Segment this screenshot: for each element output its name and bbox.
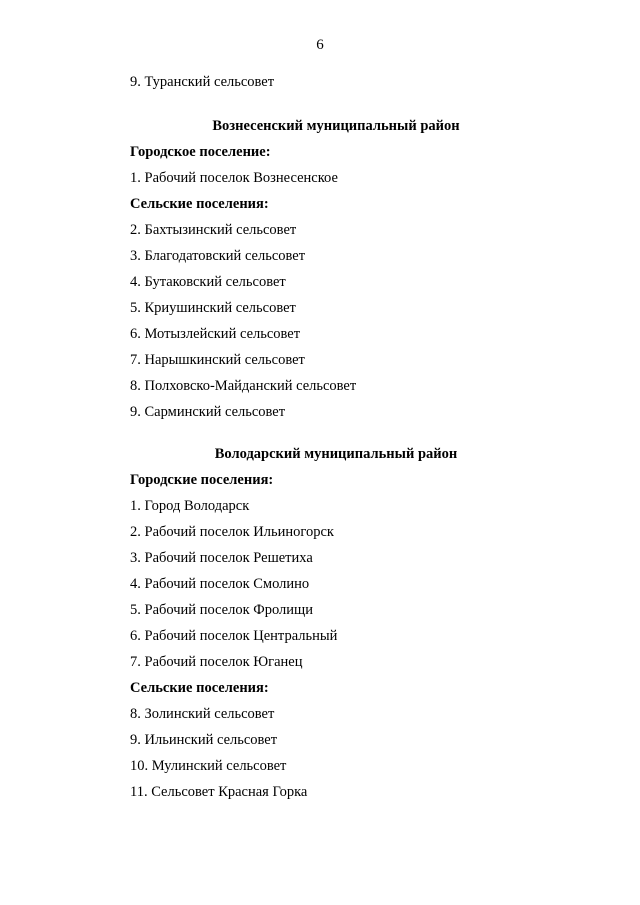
- district-title: Володарский муниципальный район: [214, 446, 458, 462]
- list-item: 11. Сельсовет Красная Горка: [130, 784, 308, 800]
- section-heading-urban: Городское поселение:: [130, 144, 271, 160]
- page-number: 6: [316, 37, 324, 53]
- list-item: 8. Полховско-Майданский сельсовет: [130, 378, 357, 394]
- list-item: 9. Ильинский сельсовет: [130, 732, 278, 748]
- section-heading-rural: Сельские поселения:: [130, 680, 269, 696]
- list-item: 7. Нарышкинский сельсовет: [130, 352, 305, 368]
- list-item: 8. Золинский сельсовет: [130, 706, 275, 722]
- list-item: 6. Мотызлейский сельсовет: [130, 326, 301, 342]
- district-title: Вознесенский муниципальный район: [212, 118, 460, 134]
- list-item: 3. Рабочий поселок Решетиха: [130, 550, 313, 566]
- list-item: 2. Бахтызинский сельсовет: [130, 222, 297, 238]
- list-item: 7. Рабочий поселок Юганец: [130, 654, 303, 670]
- section-heading-rural: Сельские поселения:: [130, 196, 269, 212]
- list-item: 5. Криушинский сельсовет: [130, 300, 296, 316]
- list-item: 6. Рабочий поселок Центральный: [130, 628, 338, 644]
- list-item: 4. Бутаковский сельсовет: [130, 274, 286, 290]
- list-item: 10. Мулинский сельсовет: [130, 758, 287, 774]
- list-item: 3. Благодатовский сельсовет: [130, 248, 306, 264]
- list-item: 5. Рабочий поселок Фролищи: [130, 602, 313, 618]
- list-item: 9. Туранский сельсовет: [130, 74, 275, 90]
- list-item: 9. Сарминский сельсовет: [130, 404, 286, 420]
- list-item: 4. Рабочий поселок Смолино: [130, 576, 310, 592]
- list-item: 1. Рабочий поселок Вознесенское: [130, 170, 338, 186]
- list-item: 1. Город Володарск: [130, 498, 250, 514]
- list-item: 2. Рабочий поселок Ильиногорск: [130, 524, 334, 540]
- section-heading-urban: Городские поселения:: [130, 472, 274, 488]
